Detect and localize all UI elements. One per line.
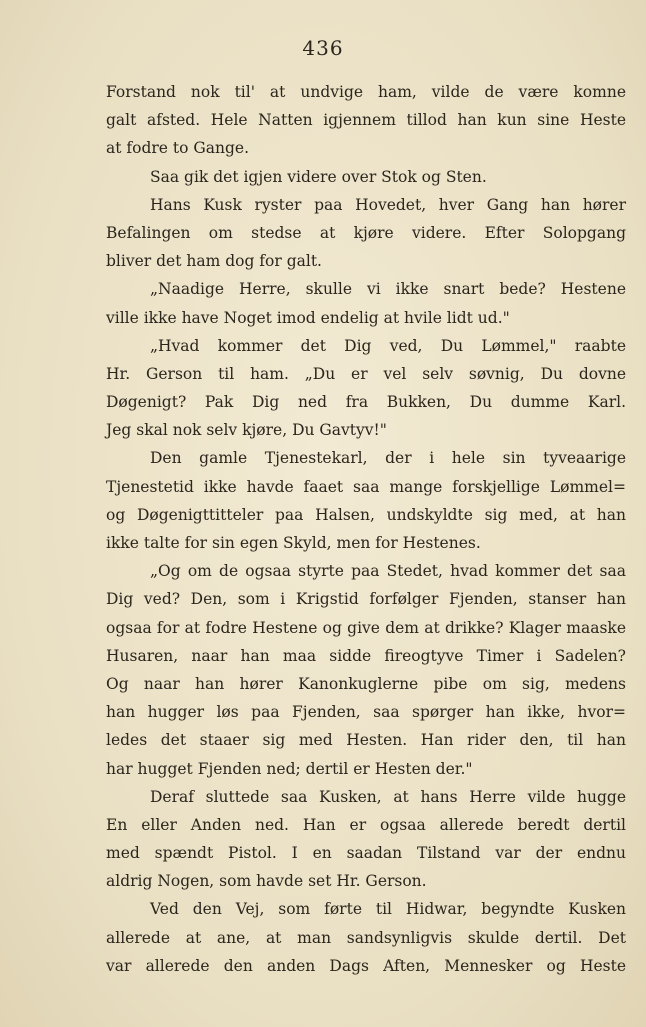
text-line: han hugger løs paa Fjenden, saa spørger han ikke, hvor=	[106, 703, 626, 722]
text-line: med spændt Pistol. I en saadan Tilstand var der endnu	[106, 844, 626, 863]
text-line: ikke talte for sin egen Skyld, men for Hestenes.	[106, 534, 481, 552]
text-line: Deraf sluttede saa Kusken, at hans Herre vilde hugge	[150, 787, 626, 806]
text-line: „Naadige Herre, skulle vi ikke snart bede? Hestene	[150, 280, 626, 299]
text-line: Døgenigt? Pak Dig ned fra Bukken, Du dumme Karl.	[106, 393, 626, 412]
text-line: Og naar han hører Kanonkuglerne pibe om sig, medens	[106, 674, 626, 693]
text-line: og Døgenigttitteler paa Halsen, undskyldte sig med, at han	[106, 505, 626, 524]
text-line: Jeg skal nok selv kjøre, Du Gavtyv!"	[106, 421, 387, 440]
text-line: Den gamle Tjenestekarl, der i hele sin tyveaarige	[150, 449, 626, 468]
text-line: at fodre to Gange.	[106, 139, 250, 158]
text-line: aldrig Nogen, som havde set Hr. Gerson.	[106, 872, 427, 891]
text-line: Befalingen om stedse at kjøre videre. Efter Solopgang	[106, 223, 626, 242]
text-line: ledes det staaer sig med Hesten. Han rider den, til han	[106, 731, 626, 750]
text-line: Hr. Gerson til ham. „Du er vel selv søvnig, Du dovne	[106, 364, 626, 383]
text-line: bliver det ham dog for galt.	[106, 252, 322, 271]
text-line: Dig ved? Den, som i Krigstid forfølger Fjenden, stanser han	[106, 590, 626, 609]
page-number: 436	[302, 36, 344, 60]
text-line: har hugget Fjenden ned; dertil er Hesten der."	[106, 759, 473, 778]
text-line: En eller Anden ned. Han er ogsaa allerede beredt dertil	[106, 815, 626, 834]
text-line: galt afsted. Hele Natten igjennem tillod han kun sine Heste	[106, 111, 626, 130]
text-line: Hans Kusk ryster paa Hovedet, hver Gang han hører	[150, 195, 626, 214]
text-line: ville ikke have Noget imod endelig at hvile lidt ud."	[106, 308, 510, 327]
text-line: var allerede den anden Dags Aften, Mennesker og Heste	[106, 956, 626, 975]
body-text	[106, 78, 626, 980]
text-line: Husaren, naar han maa sidde fireogtyve Timer i Sadelen?	[106, 646, 626, 665]
text-line: „Og om de ogsaa styrte paa Stedet, hvad kommer det saa	[150, 562, 626, 581]
text-line: allerede at ane, at man sandsynligvis skulde dertil. Det	[106, 928, 626, 947]
text-line: Saa gik det igjen videre over Stok og Sten.	[150, 167, 487, 186]
text-line: Forstand nok til' at undvige ham, vilde de være komne	[106, 83, 626, 101]
text-line: „Hvad kommer det Dig ved, Du Lømmel," raabte	[150, 336, 626, 355]
text-line: Ved den Vej, som førte til Hidwar, begyndte Kusken	[150, 900, 626, 919]
text-line: ogsaa for at fodre Hestene og give dem at drikke? Klager maaske	[106, 618, 626, 637]
text-line: Tjenestetid ikke havde faaet saa mange forskjellige Lømmel=	[106, 477, 626, 496]
